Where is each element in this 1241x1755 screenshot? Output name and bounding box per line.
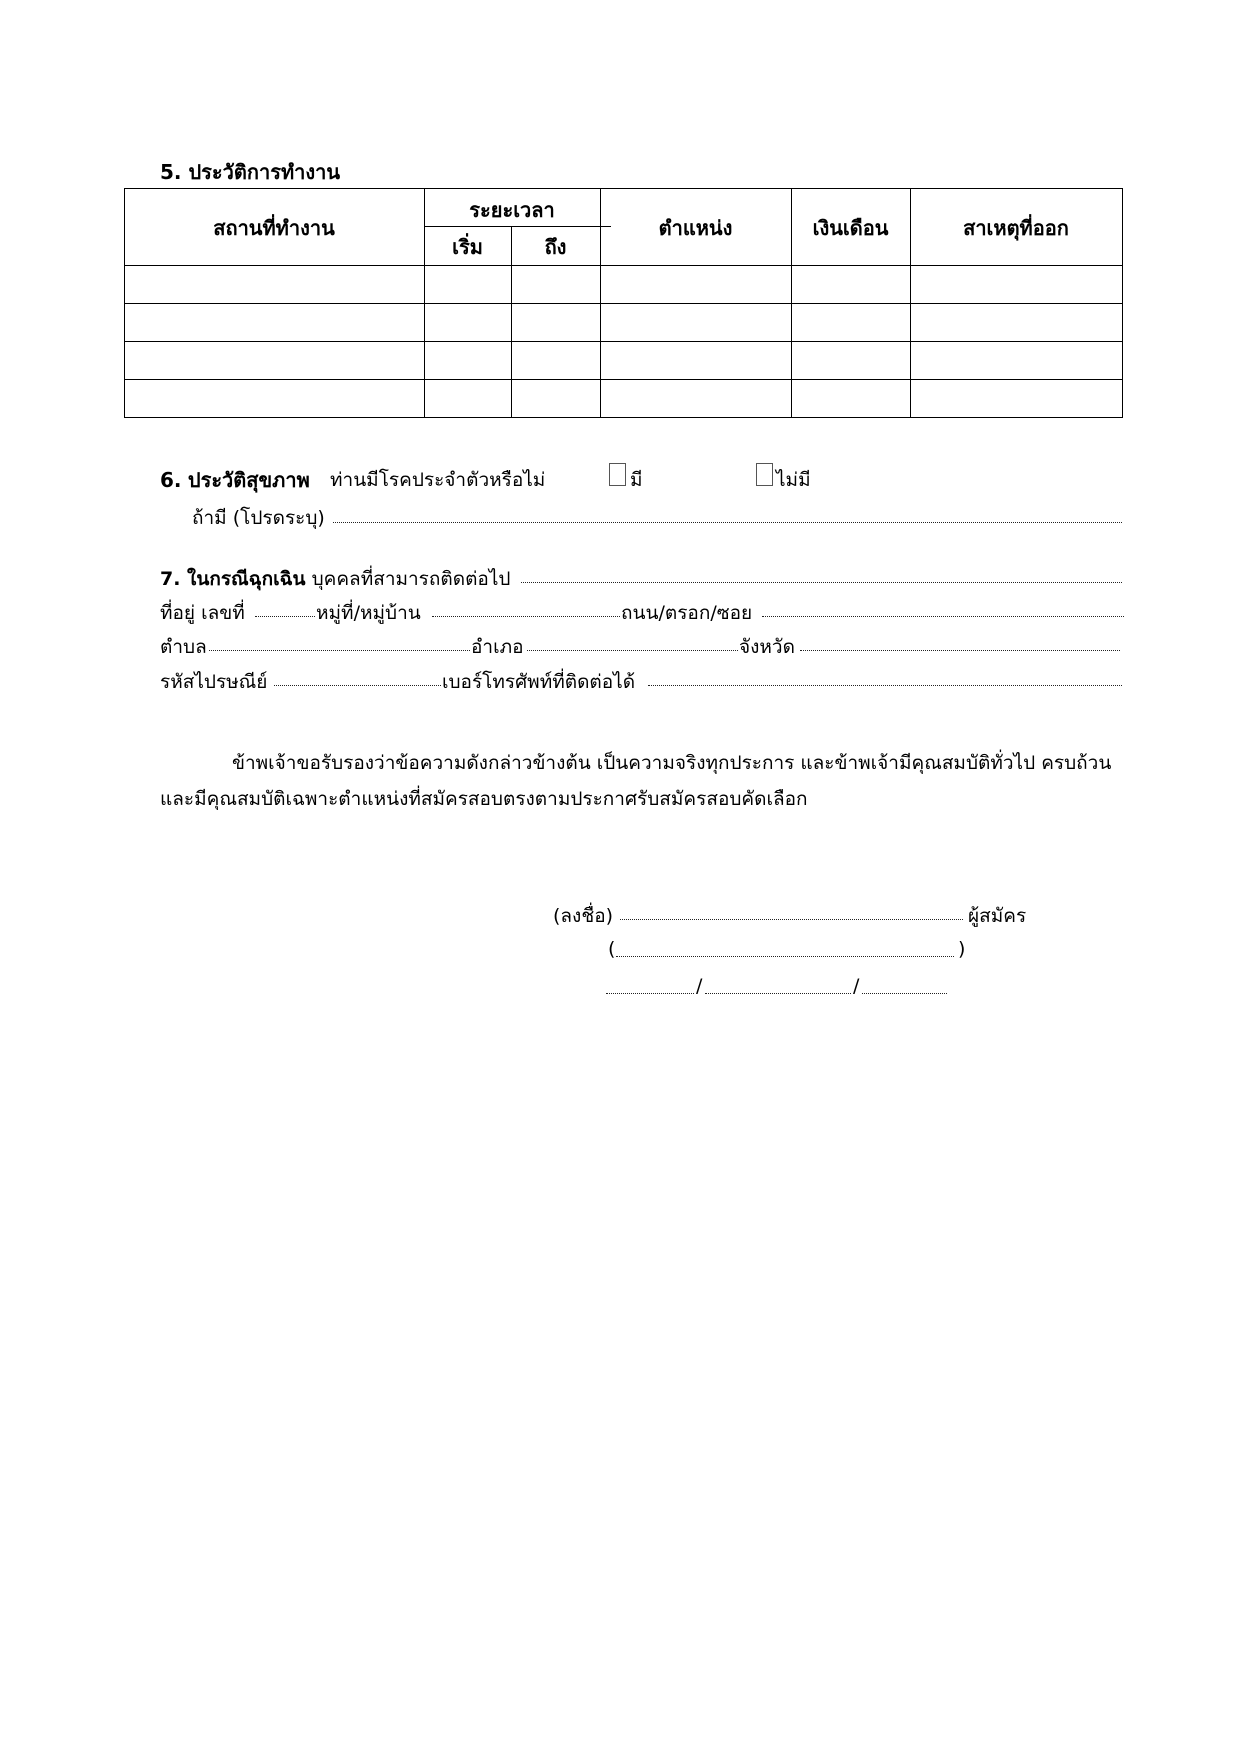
phone-label: เบอร์โทรศัพท์ที่ติดต่อได้: [442, 671, 636, 693]
header-position: ตำแหน่ง: [658, 216, 733, 240]
specify-field[interactable]: [333, 522, 1122, 523]
road-label: ถนน/ตรอก/ซอย: [621, 602, 753, 624]
section7-title: 7. ในกรณีฉุกเฉิน: [160, 568, 306, 590]
date-day-field[interactable]: [606, 993, 694, 994]
health-question: ท่านมีโรคประจำตัวหรือไม่: [330, 469, 546, 491]
province-label: จังหวัด: [739, 636, 795, 658]
printed-name-field[interactable]: [616, 956, 954, 957]
date-year-field[interactable]: [862, 993, 947, 994]
moo-field[interactable]: [432, 616, 620, 617]
postcode-label: รหัสไปรษณีย์: [160, 671, 268, 693]
sign-label: (ลงชื่อ): [553, 905, 614, 927]
signature-line[interactable]: [620, 919, 963, 920]
name-open-paren: (: [608, 938, 616, 960]
specify-label: ถ้ามี (โปรดระบุ): [192, 507, 325, 529]
work-history-table: [124, 188, 1123, 418]
amphoe-field[interactable]: [527, 650, 738, 651]
section6-title: ประวัติสุขภาพ: [187, 468, 310, 492]
date-sep-2: /: [853, 975, 860, 997]
tambon-label: ตำบล: [160, 636, 207, 658]
header-workplace: สถานที่ทำงาน: [213, 216, 335, 240]
header-reason: สาเหตุที่ออก: [963, 216, 1069, 240]
table-row-2[interactable]: [125, 304, 423, 340]
postcode-field[interactable]: [274, 685, 441, 686]
address-no-field[interactable]: [255, 616, 315, 617]
section6-heading: [160, 464, 310, 496]
address-label: ที่อยู่ เลขที่: [160, 602, 245, 624]
section5-title: 5. ประวัติการทำงาน: [160, 160, 341, 184]
section6-number: 6.: [160, 468, 182, 492]
table-row-3[interactable]: [125, 342, 423, 378]
road-field[interactable]: [762, 616, 1124, 617]
header-period: ระยะเวลา: [469, 198, 555, 222]
header-start: เริ่ม: [452, 235, 483, 259]
option-yes-label: มี: [630, 469, 643, 491]
contact-label: บุคคลที่สามารถติดต่อไป: [311, 568, 511, 590]
tambon-field[interactable]: [209, 650, 470, 651]
checkbox-yes[interactable]: [609, 463, 626, 486]
date-month-field[interactable]: [705, 993, 851, 994]
header-end: ถึง: [544, 235, 567, 259]
option-no-label: ไม่มี: [776, 469, 811, 491]
declaration-line-1: ข้าพเจ้าขอรับรองว่าข้อความดังกล่าวข้างต้น เป็นความจริงทุกประการ และข้าพเจ้ามีคุณสมบัติทั่วไป ครบถ้วน: [232, 752, 1112, 774]
phone-field[interactable]: [648, 685, 1122, 686]
checkbox-no[interactable]: [756, 463, 773, 486]
moo-label: หมู่ที่/หมู่บ้าน: [316, 602, 421, 624]
table-row-1[interactable]: [125, 266, 423, 302]
date-sep-1: /: [696, 975, 703, 997]
contact-field[interactable]: [521, 582, 1122, 583]
name-close-paren: ): [958, 938, 966, 960]
province-field[interactable]: [800, 650, 1120, 651]
header-salary: เงินเดือน: [812, 216, 889, 240]
amphoe-label: อำเภอ: [471, 636, 524, 658]
applicant-label: ผู้สมัคร: [968, 905, 1027, 927]
table-row-4[interactable]: [125, 380, 423, 416]
declaration-line-2: และมีคุณสมบัติเฉพาะตำแหน่งที่สมัครสอบตรงตามประกาศรับสมัครสอบคัดเลือก: [160, 788, 808, 810]
